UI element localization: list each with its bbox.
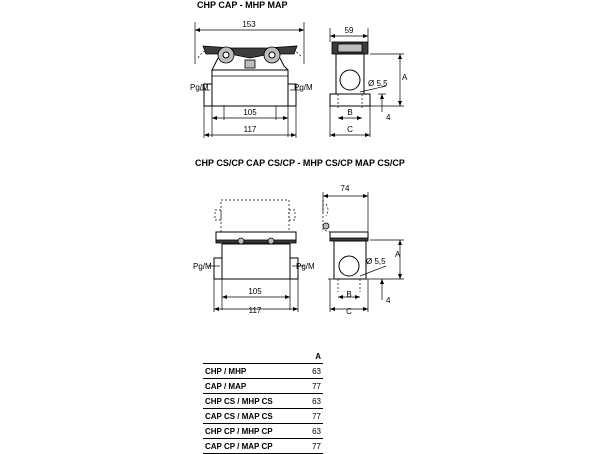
dim-74-label: 74 xyxy=(340,184,350,193)
row-value: 77 xyxy=(305,439,323,454)
bottom-cable-entry xyxy=(339,256,359,276)
dim-c-label-bottom: C xyxy=(346,307,352,316)
dim-117-label: 117 xyxy=(243,125,257,134)
diameter-label-bottom: Ø 5,5 xyxy=(366,257,386,266)
pgm-right-label: Pg/M xyxy=(294,83,313,92)
dim-b-label-bottom: B xyxy=(346,290,352,299)
table-row xyxy=(203,424,323,439)
pgm-right-label-bottom: Pg/M xyxy=(296,262,315,271)
dim-153-label: 153 xyxy=(242,20,256,29)
table-row xyxy=(203,439,323,454)
row-label: CHP / MHP xyxy=(203,364,305,379)
top-side-view xyxy=(330,26,408,137)
pgm-left-label: Pg/M xyxy=(190,83,209,92)
top-drawing-title: CHP CAP - MHP MAP xyxy=(197,0,288,10)
housing-base xyxy=(212,70,288,106)
dim-a-label: A xyxy=(402,73,408,82)
bottom-left-flange xyxy=(214,258,222,279)
top-front-view xyxy=(190,20,313,138)
cable-entry xyxy=(340,70,360,90)
table-header-row xyxy=(203,349,323,364)
side-flange xyxy=(330,94,370,106)
dim-b-label: B xyxy=(347,108,353,117)
bottom-housing-base xyxy=(222,244,290,279)
row-value: 77 xyxy=(305,379,323,394)
row-value: 63 xyxy=(305,364,323,379)
row-label: CHP CS / MHP CS xyxy=(203,394,305,409)
bottom-front-view xyxy=(193,200,315,315)
bottom-drawing-title: CHP CS/CP CAP CS/CP - MHP CS/CP MAP CS/CP xyxy=(195,158,405,168)
table-row xyxy=(203,409,323,424)
dimension-table xyxy=(203,349,323,454)
row-value: 63 xyxy=(305,394,323,409)
row-label: CAP CP / MAP CP xyxy=(203,439,305,454)
dim-c-label: C xyxy=(347,125,353,134)
dim-a-label-bottom: A xyxy=(395,250,401,259)
table-header-a: A xyxy=(305,349,323,364)
table-row xyxy=(203,394,323,409)
dim-105-label-bottom: 105 xyxy=(248,287,262,296)
dim-4-label: 4 xyxy=(386,113,391,122)
dim-59-label: 59 xyxy=(344,26,354,35)
dim-4-label-bottom: 4 xyxy=(386,296,391,305)
bottom-side-view xyxy=(323,184,404,316)
table-row xyxy=(203,364,323,379)
row-label: CAP / MAP xyxy=(203,379,305,394)
top-cover xyxy=(203,46,297,58)
row-label: CAP CS / MAP CS xyxy=(203,409,305,424)
row-label: CHP CP / MHP CP xyxy=(203,424,305,439)
dim-117-label-bottom: 117 xyxy=(248,306,262,315)
diameter-label: Ø 5,5 xyxy=(368,79,388,88)
dim-105-label: 105 xyxy=(243,108,257,117)
pgm-left-label-bottom: Pg/M xyxy=(193,262,212,271)
row-value: 63 xyxy=(305,424,323,439)
table-row xyxy=(203,379,323,394)
row-value: 77 xyxy=(305,409,323,424)
